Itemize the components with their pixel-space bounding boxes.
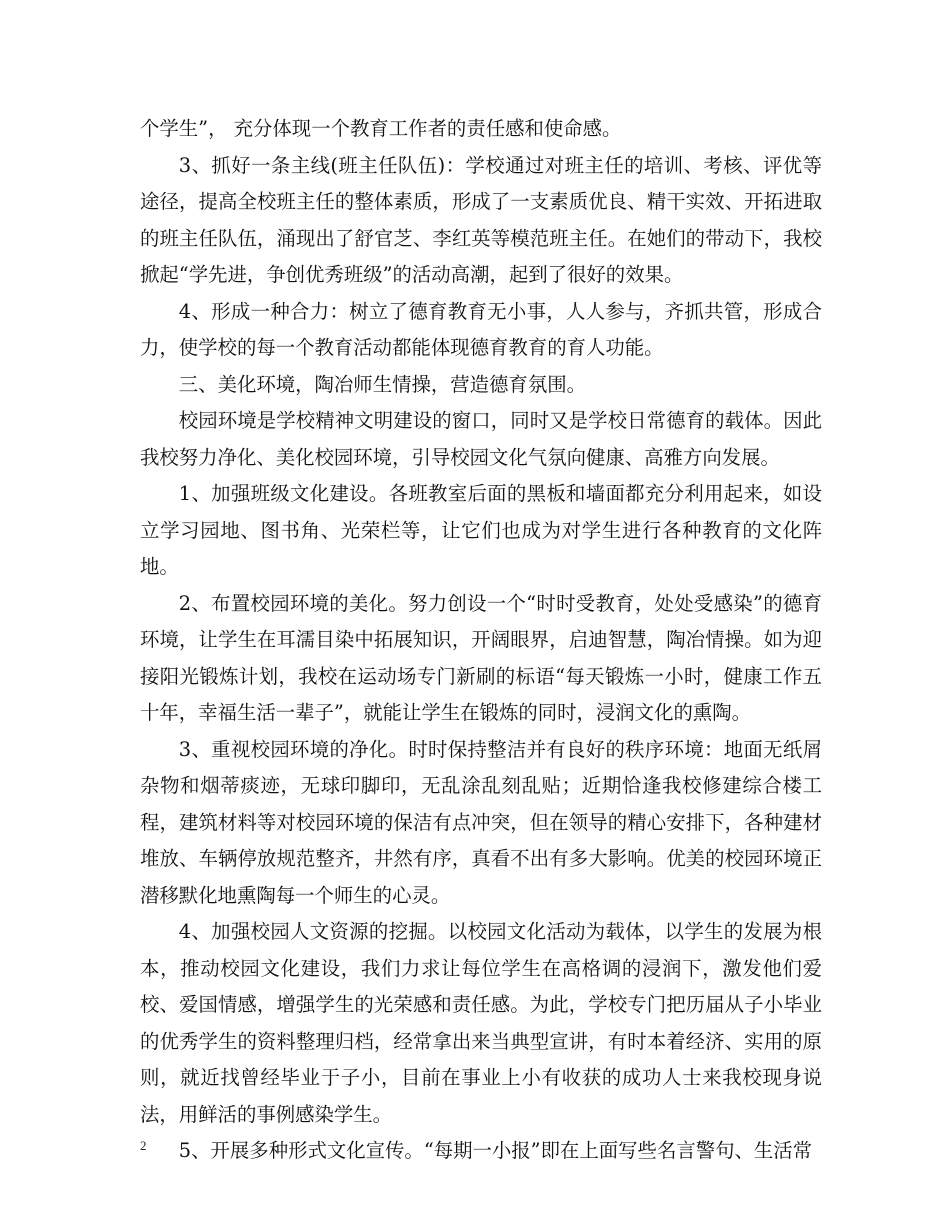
section-heading-environment: 三、美化环境，陶冶师生情操，营造德育氛围。 [178,372,586,396]
paragraph-campus-environment: 校园环境是学校精神文明建设的窗口，同时又是学校日常德育的载体。因此我校努力净化、美化校园环境，引导校园文化气氛向健康、高雅方向发展。 [140,409,822,469]
paragraph-culture-publicity: 5、开展多种形式文化宣传。“每期一小报”即在上面写些名言警句、生活常 [178,1139,813,1162]
paragraph-campus-beautification: 2、布置校园环境的美化。努力创设一个“时时受教育，处处受感染”的德育环境，让学生在耳濡目染中拓展知识，开阔眼界，启迪智慧，陶冶情操。如为迎接阳光锻炼计划，我校在运动场专门新刷的标语“每天锻炼一小时，健康工作五十年，幸福生活一辈子”，就能让学生在锻炼的同时，浸润文化的熏陶。 [140,591,822,724]
paragraph-head-teacher-team: 3、抓好一条主线(班主任队伍)：学校通过对班主任的培训、考核、评优等途径，提高全校班主任的整体素质，形成了一支素质优良、精干实效、开拓进取的班主任队伍，涌现出了舒官芝、李红英等模范班主任。在她们的带动下，我校掀起“学先进，争创优秀班级”的活动高潮，起到了很好的效果。 [140,153,822,286]
paragraph-joint-force: 4、形成一种合力：树立了德育教育无小事，人人参与，齐抓共管，形成合力，使学校的每一个教育活动都能体现德育教育的育人功能。 [140,299,822,359]
paragraph-campus-cleanliness: 3、重视校园环境的净化。时时保持整洁并有良好的秩序环境：地面无纸屑杂物和烟蒂痰迹，无球印脚印，无乱涂乱刻乱贴；近期恰逢我校修建综合楼工程，建筑材料等对校园环境的保洁有点冲突，但在领导的精心安排下，各种建材堆放、车辆停放规范整齐，井然有序，真看不出有多大影响。优美的校园环境正潜移默化地熏陶每一个师生的心灵。 [140,737,822,907]
paragraph-class-culture: 1、加强班级文化建设。各班教室后面的黑板和墙面都充分利用起来，如设立学习园地、图书角、光荣栏等，让它们也成为对学生进行各种教育的文化阵地。 [140,482,822,578]
page-number: 2 [140,1138,147,1153]
document-body [140,111,822,1170]
paragraph-continuation: 个学生”， 充分体现一个教育工作者的责任感和使命感。 [140,117,622,140]
paragraph-humanistic-resources: 4、加强校园人文资源的挖掘。以校园文化活动为载体，以学生的发展为根本，推动校园文化建设，我们力求让每位学生在高格调的浸润下，激发他们爱校、爱国情感，增强学生的光荣感和责任感。为此，学校专门把历届从子小毕业的优秀学生的资料整理归档，经常拿出来当典型宣讲，有时本着经济、实用的原则，就近找曾经毕业于子小，目前在事业上小有收获的成功人士来我校现身说法，用鲜活的事例感染学生。 [140,920,822,1126]
